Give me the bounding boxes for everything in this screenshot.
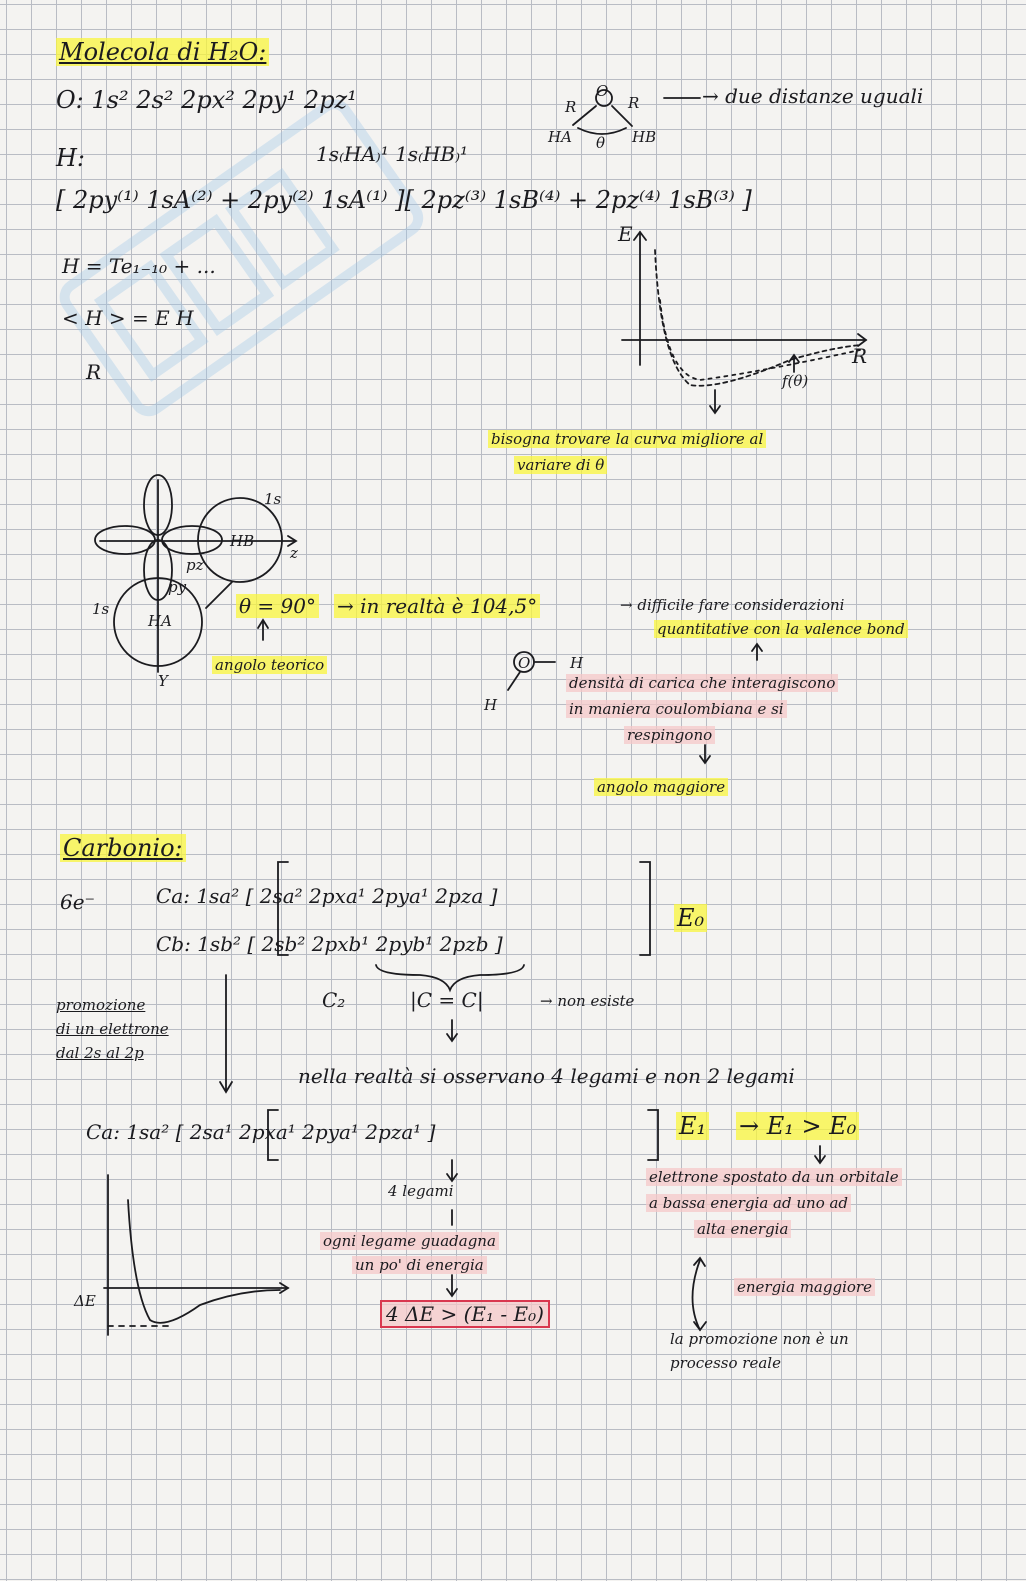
density-line3: respingono bbox=[624, 726, 715, 744]
orbital-py: py bbox=[168, 578, 187, 596]
structure-hb: HB bbox=[632, 128, 657, 146]
difficult-line1: → difficile fare considerazioni bbox=[620, 596, 845, 614]
hamiltonian: H = Te₁₋₁₀ + ... bbox=[62, 254, 216, 278]
reality-four-bonds: nella realtà si osservano 4 legami e non 2 legami bbox=[298, 1064, 795, 1088]
ca-promoted-configuration: Ca: 1sa² [ 2sa¹ 2pxa¹ 2pya¹ 2pza¹ ] bbox=[86, 1120, 436, 1144]
orbital-ha: HA bbox=[148, 612, 172, 630]
orbital-1s-bottom: 1s bbox=[92, 600, 110, 618]
electron-moved-line1: elettrone spostato da un orbitale bbox=[646, 1168, 902, 1186]
energy-graph bbox=[622, 232, 866, 413]
e1-label: E₁ bbox=[676, 1112, 709, 1140]
graph-x-label: R bbox=[852, 344, 868, 368]
orbital-z-axis: z bbox=[290, 544, 298, 562]
promotion-not-real-line1: la promozione non è un bbox=[670, 1330, 849, 1348]
section-title-carbon: Carbonio: bbox=[60, 834, 186, 862]
orbital-y-axis: Y bbox=[158, 672, 168, 690]
theoretical-angle: angolo teorico bbox=[212, 656, 327, 674]
four-bonds: 4 legami bbox=[388, 1182, 454, 1200]
orbital-pz: pz bbox=[186, 556, 204, 574]
density-line1: densità di carica che interagiscono bbox=[566, 674, 838, 692]
r-label: R bbox=[86, 360, 102, 384]
cb-configuration: Cb: 1sb² [ 2sb² 2pxb¹ 2pyb¹ 2pzb ] bbox=[156, 932, 503, 956]
structure-o: O bbox=[596, 82, 609, 100]
not-exist-note: → non esiste bbox=[540, 992, 635, 1010]
structure-r1: R bbox=[565, 98, 577, 116]
energy-inequality: 4 ΔE > (E₁ - E₀) bbox=[380, 1300, 550, 1328]
orbital-hb: HB bbox=[230, 532, 255, 550]
small-o: O bbox=[518, 654, 531, 672]
gain-line1: ogni legame guadagna bbox=[320, 1232, 499, 1250]
equal-distance-note: → due distanze uguali bbox=[702, 84, 924, 108]
hydrogen-orbitals: 1s₍HA₎¹ 1s₍HB₎¹ bbox=[316, 142, 469, 166]
electron-moved-line3: alta energia bbox=[694, 1220, 791, 1238]
density-line2: in maniera coulombiana e si bbox=[566, 700, 787, 718]
small-h-right: H bbox=[570, 654, 584, 672]
promotion-not-real-line2: processo reale bbox=[670, 1354, 781, 1372]
theta-90: θ = 90° bbox=[236, 594, 319, 618]
graph-y-label: E bbox=[618, 222, 633, 246]
structure-ha: HA bbox=[548, 128, 572, 146]
electron-count: 6e⁻ bbox=[60, 890, 96, 914]
more-energy: energia maggiore bbox=[734, 1278, 875, 1296]
section-title-water: Molecola di H₂O: bbox=[56, 38, 269, 66]
oxygen-configuration: O: 1s² 2s² 2px² 2py¹ 2pz¹ bbox=[56, 86, 357, 114]
curve-note-line1: bisogna trovare la curva migliore al bbox=[488, 430, 766, 448]
c2-label: C₂ bbox=[322, 988, 346, 1012]
bigger-angle: angolo maggiore bbox=[594, 778, 728, 796]
structure-r2: R bbox=[628, 94, 640, 112]
structure-theta: θ bbox=[596, 134, 606, 152]
promotion-line3: dal 2s al 2p bbox=[56, 1044, 144, 1062]
curve-note-line2: variare di θ bbox=[514, 456, 607, 474]
e1-greater-e0: → E₁ > E₀ bbox=[736, 1112, 859, 1140]
gain-line2: un po' di energia bbox=[352, 1256, 487, 1274]
promotion-line2: di un elettrone bbox=[56, 1020, 169, 1038]
real-angle: → in realtà è 104,5° bbox=[334, 594, 540, 618]
difficult-line2: quantitative con la valence bond bbox=[654, 620, 908, 638]
cc-double-bond: |C = C| bbox=[410, 988, 484, 1012]
expectation-value: < H > = E H bbox=[62, 306, 194, 330]
ca-configuration: Ca: 1sa² [ 2sa² 2pxa¹ 2pya¹ 2pza ] bbox=[156, 884, 498, 908]
promotion-line1: promozione bbox=[56, 996, 146, 1014]
wavefunction: [ 2py⁽¹⁾ 1sA⁽²⁾ + 2py⁽²⁾ 1sA⁽¹⁾ ][ 2pz⁽³⁾ 1sB⁽⁴⁾ + 2pz⁽⁴⁾ 1sB⁽³⁾ ] bbox=[56, 186, 752, 214]
e0-label: E₀ bbox=[674, 904, 707, 932]
small-h-left: H bbox=[484, 696, 498, 714]
delta-e-graph bbox=[104, 1175, 288, 1335]
electron-moved-line2: a bassa energia ad uno ad bbox=[646, 1194, 851, 1212]
graph-curve-label: f(θ) bbox=[782, 372, 809, 390]
delta-e-label: ΔE bbox=[74, 1292, 96, 1310]
hydrogen-label: H: bbox=[56, 144, 86, 172]
orbital-1s-top: 1s bbox=[264, 490, 282, 508]
